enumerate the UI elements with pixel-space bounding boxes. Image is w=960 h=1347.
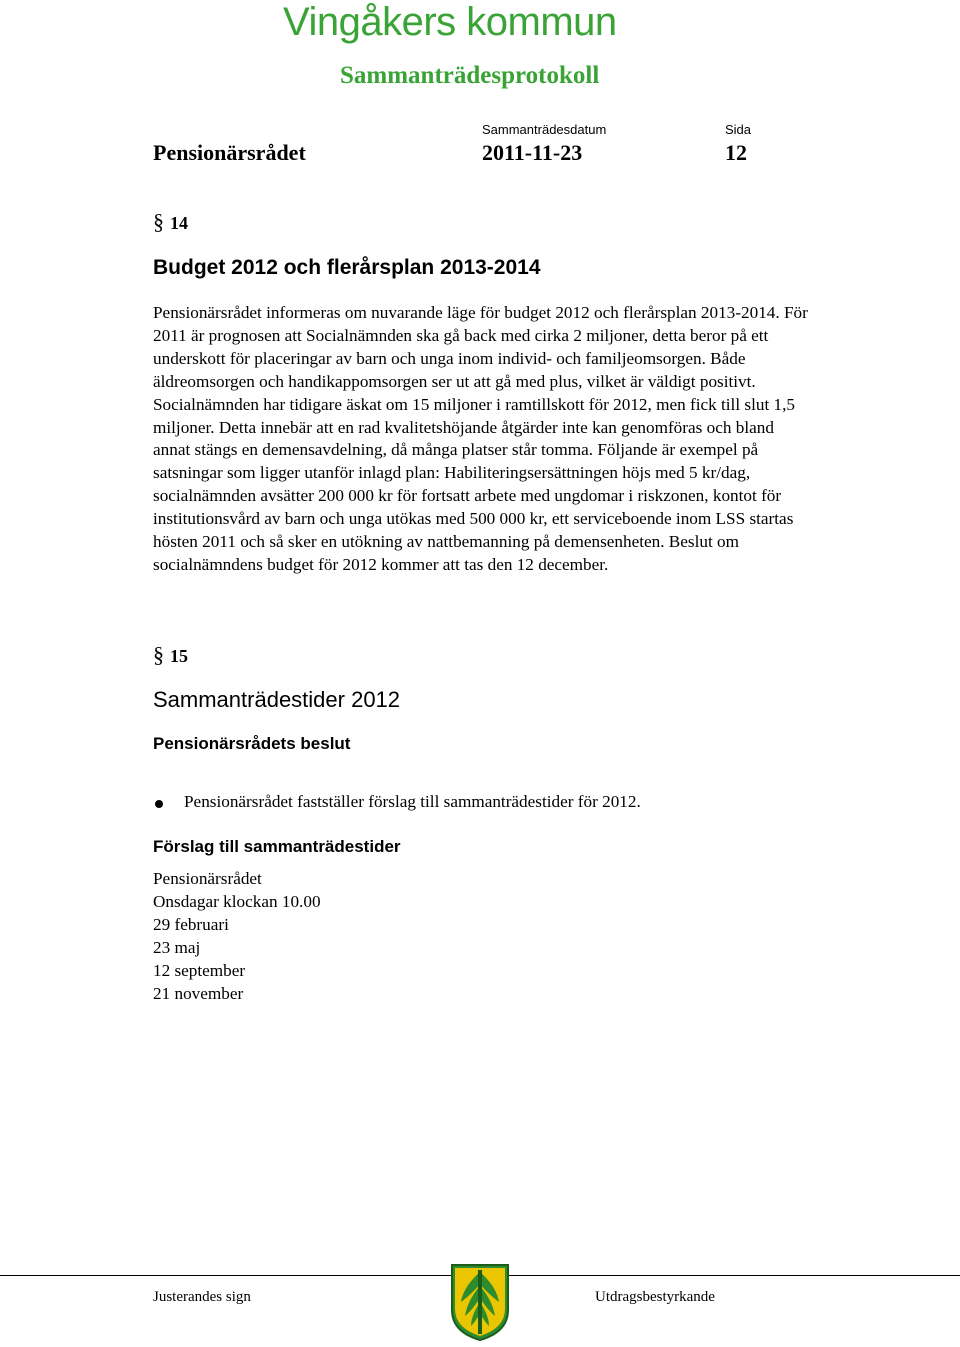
section-15-title: Sammanträdestider 2012 (153, 687, 401, 712)
section-number: 14 (170, 213, 188, 233)
section-14-title: Budget 2012 och flerårsplan 2013-2014 (153, 256, 541, 279)
decision-text: Pensionärsrådet fastställer förslag till sammanträdestider för 2012. (184, 792, 641, 811)
organization-name: Vingåkers kommun (283, 0, 617, 44)
page-label: Sida (725, 122, 752, 137)
schedule-date: 23 maj (153, 937, 201, 957)
schedule-body: Pensionärsrådet (153, 869, 262, 888)
section-14-paragraph: Pensionärsrådet informeras om nuvarande läge för budget 2012 och flerårsplan 2013-2014. För 2011 är prognosen att Socialnämnden ska gå back med cirka 2 miljoner, detta beror på ett underskott för placeringar av barn och unga inom individ- och familjeomsorgen. Både äldreomsorgen och handikappomsorgen ser ut att gå med plus, vilket är väldigt positivt. Socialnämnden har tidigare äskat om 15 miljoner i ramtillskott för 2012, men fick till slut 1,5 miljoner. Detta innebär att en rad kvalitetshöjande åtgärder inte kan genomföras och bland annat stängs en demensavdelning, då många platser står tomma. Följande är exempel på satsningar som ligger utanför inlagd plan: Habiliteringsersättningen höjs med 5 kr/dag, socialnämnden avsätter 200 000 kr för fortsatt arbete med ungdomar i riskzonen, kontot för institutionsvård av barn och unga utökas med 500 000 kr, ett serviceboende inom LSS startas hösten 2011 och så sker en utökning av nattbemanning på demensenheten. Beslut om socialnämndens budget för 2012 kommer att tas den 12 december. (153, 303, 808, 574)
section-number: 15 (170, 646, 188, 666)
section-15-number (153, 642, 188, 668)
paragraph-sign: § (153, 642, 164, 667)
body-name: Pensionärsrådet (153, 140, 306, 165)
proposal-heading: Förslag till sammanträdestider (153, 837, 401, 856)
bullet-icon (155, 800, 163, 808)
date-label: Sammanträdesdatum (482, 122, 607, 137)
paragraph-sign: § (153, 209, 164, 234)
footer-justerandes-sign: Justerandes sign (153, 1289, 251, 1305)
schedule-date: 12 september (153, 960, 246, 980)
meeting-date: 2011-11-23 (482, 140, 583, 165)
document-type: Sammanträdesprotokoll (340, 62, 600, 89)
section-14-body (153, 302, 813, 577)
schedule-list (153, 868, 321, 1005)
schedule-date: 21 november (153, 983, 244, 1003)
decision-heading: Pensionärsrådets beslut (153, 734, 351, 753)
schedule-date: 29 februari (153, 914, 229, 934)
footer-utdragsbestyrkande: Utdragsbestyrkande (595, 1289, 715, 1305)
section-14-number (153, 209, 188, 235)
municipality-crest-icon (449, 1262, 511, 1342)
schedule-time: Onsdagar klockan 10.00 (153, 891, 321, 911)
page-number: 12 (725, 140, 747, 165)
